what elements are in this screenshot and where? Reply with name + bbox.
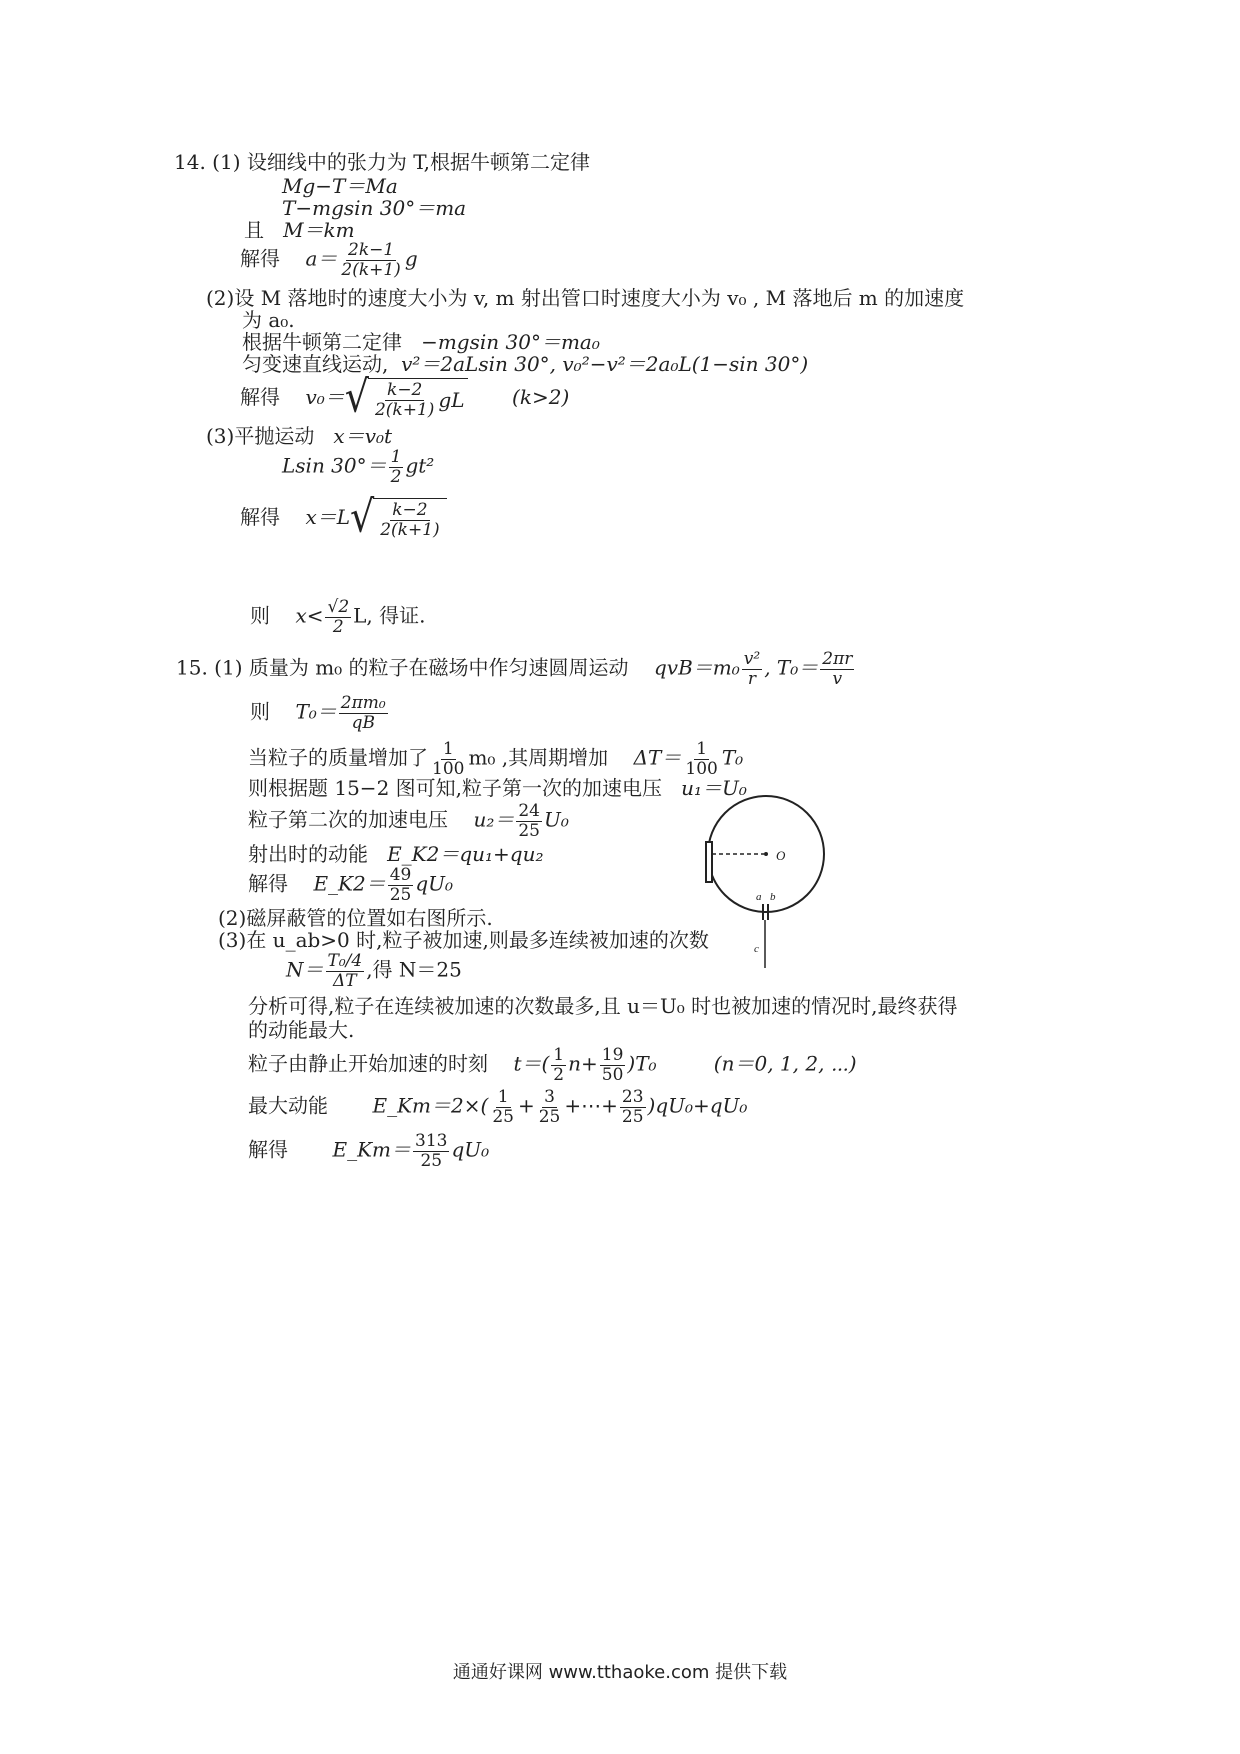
q14-v0-result: 解得 v₀＝ √ $\frac{k-2}{2(k+1)}$ gL (k>2) — [240, 371, 570, 423]
q15-first-voltage: 则根据题 15−2 图可知,粒子第一次的加速电压 u₁＝U₀ — [248, 776, 747, 800]
q15-T0: 则 T₀＝ $\frac{\text{2πm₀}}{qB}$ — [250, 693, 386, 733]
q15-part3-intro: (3)在 u_ab>0 时,粒子被加速,则最多连续被加速的次数 — [218, 928, 709, 952]
q15-analysis-cont: 的动能最大. — [248, 1018, 355, 1042]
q14-x-sqrt: √ $\frac{k-2}{2(k+1)}$ — [350, 498, 447, 539]
footer-source: 通通好课网 www.tthaoke.com 提供下载 — [452, 1662, 788, 1683]
label-c: c — [754, 943, 759, 955]
q15-kinetic-energy: 射出时的动能 E_K2＝qu₁+qu₂ — [248, 842, 544, 866]
q15-max-ek: 最大动能 E_Km＝2×( $\frac{1}{25}$ + $\frac{3}{25}$ +⋯+ $\frac{23}{25}$ )qU₀+qU₀ — [248, 1087, 748, 1127]
q15-second-voltage: 粒子第二次的加速电压 u₂＝ $\frac{24}{25}$ U₀ — [248, 801, 569, 841]
q14-conclusion: 则 x< $\frac{√2}{2}$ L, 得证. — [250, 597, 426, 637]
q14-p3-eq2: Lsin 30°＝ $\frac{1}{2}$ gt² — [282, 447, 435, 487]
q14-a-result: 解得 a＝ $\frac{2k-1}{2(k+1)}$ g — [240, 240, 418, 280]
q14-part1-intro: 14. (1) 设细线中的张力为 T,根据牛顿第二定律 — [174, 150, 590, 174]
q15-part2: (2)磁屏蔽管的位置如右图所示. — [218, 906, 493, 930]
q15-final-result: 解得 E_Km＝ $\frac{313}{25}$ qU₀ — [248, 1131, 490, 1171]
q15-start-time: 粒子由静止开始加速的时刻 t＝( $\frac{1}{2}$ n+ $\frac{19}{50}$ )T₀ (n＝0, 1, 2, ⋯) — [248, 1045, 857, 1085]
q14-part3-intro: (3)平抛运动 x＝v₀t — [206, 424, 393, 448]
q15-part1-intro: 15. (1) 质量为 m₀ 的粒子在磁场中作匀速圆周运动 qvB＝m₀ $\frac{\text{v²}}{r}$ , T₀＝ $\frac{2\pi r}{v}$ — [176, 649, 853, 689]
q14-motion-line: 匀变速直线运动, v²＝2aLsin 30°, v₀²−v²＝2a₀L(1−sin 30°) — [242, 352, 809, 376]
q14-eq3-line: 且 M＝km — [244, 218, 355, 242]
q14-a-fraction: $\frac{2k-1}{2(k+1)}$ — [341, 240, 401, 280]
q15-ek2-result: 解得 E_K2＝ $\frac{49}{25}$ qU₀ — [248, 865, 454, 905]
shield-tube — [706, 842, 712, 882]
magnetic-shield-figure — [690, 776, 840, 972]
label-b: b — [770, 891, 776, 903]
label-o: O — [776, 848, 786, 863]
q14-v0-sqrt: √ $\frac{k-2}{2(k+1)}$ gL — [345, 378, 468, 419]
q14-newton-line: 根据牛顿第二定律 −mgsin 30°＝ma₀ — [242, 330, 600, 354]
q14-part2-intro-cont: 为 a₀. — [242, 308, 295, 332]
label-a: a — [756, 891, 762, 903]
q14-eq2: T−mgsin 30°＝ma — [282, 196, 467, 220]
q15-N: N＝ $\frac{\text{T₀/4}}{\Delta T}$ ,得 N＝25 — [286, 951, 462, 991]
q15-mass-increase: 当粒子的质量增加了 $\frac{1}{100}$ m₀ ,其周期增加 ΔT＝ $\frac{1}{100}$ T₀ — [248, 739, 744, 779]
center-dot — [764, 852, 768, 856]
q14-part2-intro: (2)设 M 落地时的速度大小为 v, m 射出管口时速度大小为 v₀ , M 落地后 m 的加速度 — [206, 286, 965, 310]
q15-analysis: 分析可得,粒子在连续被加速的次数最多,且 u＝U₀ 时也被加速的情况时,最终获得 — [248, 994, 958, 1018]
q14-x-result: 解得 x＝L √ $\frac{k-2}{2(k+1)}$ — [240, 498, 447, 539]
q14-eq1: Mg−T＝Ma — [282, 174, 398, 198]
